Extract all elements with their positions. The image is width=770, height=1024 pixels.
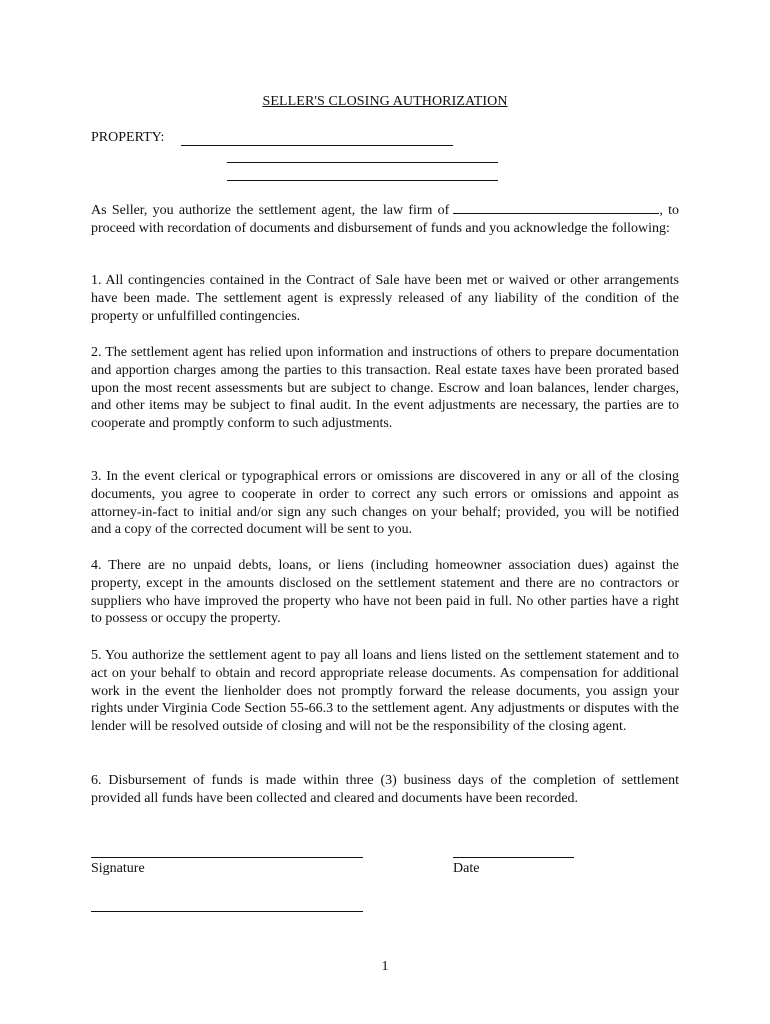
property-label: PROPERTY: [91,130,165,145]
intro-paragraph [91,201,679,238]
property-line-2 [227,162,498,163]
paragraph-2: 2. The settlement agent has relied upon information and instructions of others to prepare documentation and apportion charges among the parties to this transaction. Real estate taxes have been prorated based upon the most recent assessments but are subject to change. Escrow and loan balances, lender charges, and other items may be subject to final audit. In the event adjustments are necessary, the parties are to cooperate and promptly conform to such adjustments. [91,345,679,432]
paragraph-3: 3. In the event clerical or typographical errors or omissions are discovered in any or all of the closing documents, you agree to cooperate in order to correct any such errors or omissions and appoint as attorney-in-fact to initial and/or sign any such changes on your behalf; provided, you will be notified and a copy of the corrected document will be sent to you. [91,469,679,538]
signature-line [91,857,363,858]
property-line-1 [181,145,453,146]
intro-suffix: , to proceed with recordation of documents and disbursement of funds and you acknowledge the following: [91,203,680,236]
intro-prefix: As Seller, you authorize the settlement agent, the law firm of [91,203,450,218]
paragraph-1: 1. All contingencies contained in the Contract of Sale have been met or waived or other arrangements have been made. The settlement agent is expressly released of any liability of the condition of the property or unfulfilled contingencies. [91,273,679,324]
signature-label: Signature [91,861,145,876]
date-label: Date [453,861,480,876]
paragraph-4: 4. There are no unpaid debts, loans, or liens (including homeowner association dues) against the property, except in the amounts disclosed on the settlement statement and there are no contractors or suppliers who have improved the property who have not been paid in full. No other parties have a right to possess or occupy the property. [91,558,679,627]
second-signature-line [91,911,363,912]
law-firm-blank [453,201,659,214]
paragraph-5: 5. You authorize the settlement agent to pay all loans and liens listed on the settlement statement and to act on your behalf to obtain and record appropriate release documents. As compensation for additional work in the event the lienholder does not promptly forward the release documents, you assign your rights under Virginia Code Section 55-66.3 to the settlement agent. Any adjustments or disputes with the lender will be resolved outside of closing and will not be the responsibility of the closing agent. [91,648,679,735]
date-line [453,857,574,858]
paragraph-6: 6. Disbursement of funds is made within three (3) business days of the completion of settlement provided all funds have been collected and cleared and documents have been recorded. [91,773,679,806]
property-line-3 [227,180,498,181]
document-title: SELLER'S CLOSING AUTHORIZATION [262,94,508,109]
page-number: 1 [381,959,389,974]
